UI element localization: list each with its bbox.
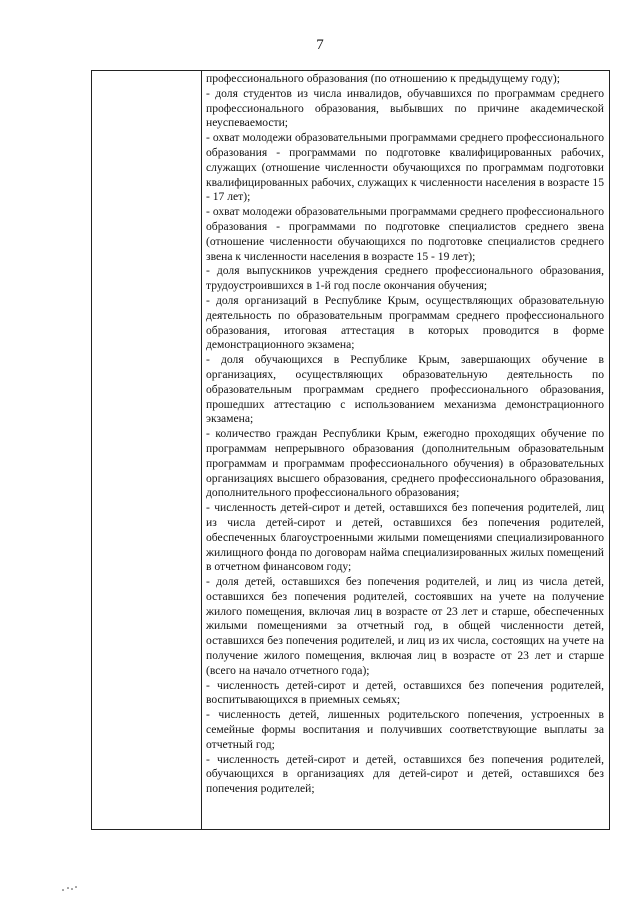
indicator-paragraph: - доля организаций в Республике Крым, осуществляющих образовательную деятельность по образовательным программам среднего профессионального образования, итоговая аттестация в которых проводится в форме демонстрационного экзамена; — [206, 293, 604, 352]
page-number: 7 — [316, 37, 324, 53]
indicator-paragraph: - численность детей-сирот и детей, оставшихся без попечения родителей, лиц из числа детей-сирот и детей, оставшихся без попечения родителей, обеспеченных благоустроенными жилыми помещениями специализированного жилищного фонда по договорам найма специализированных жилых помещений в отчетном финансовом году; — [206, 501, 604, 574]
indicator-paragraph: - доля студентов из числа инвалидов, обучавшихся по программам среднего профессионального образования, выбывших по причине академической неуспеваемости; — [206, 86, 604, 130]
indicator-paragraph: - количество граждан Республики Крым, ежегодно проходящих обучение по программам непрерывного образования (дополнительным образовательным программам и программам профессионального обучения) в образовательных организациях высшего образования, среднего профессионального образования, дополнительного профессионального образования; — [206, 427, 604, 500]
table-column-divider — [201, 71, 202, 829]
indicators-table — [91, 70, 610, 830]
indicator-paragraph: - доля обучающихся в Республике Крым, завершающих обучение в организациях, осуществляющих образовательную деятельность по образовательным программам среднего профессионального образования, прошедших аттестацию с использованием механизма демонстрационного экзамена; — [206, 353, 604, 426]
scan-artifact — [62, 886, 82, 892]
indicator-paragraph: - численность детей, лишенных родительского попечения, устроенных в семейные формы воспитания и получивших соответствующие выплаты за отчетный год; — [206, 708, 604, 751]
indicator-paragraph: - доля выпускников учреждения среднего профессионального образования, трудоустроившихся в 1-й год после окончания обучения; — [206, 264, 604, 293]
indicator-paragraph: - численность детей-сирот и детей, оставшихся без попечения родителей, воспитывающихся в приемных семьях; — [206, 678, 604, 707]
indicators-cell — [206, 72, 604, 797]
indicator-paragraph: профессионального образования (по отношению к предыдущему году); — [206, 72, 561, 85]
indicator-paragraph: - численность детей-сирот и детей, оставшихся без попечения родителей, обучающихся в организациях для детей-сирот и детей, оставшихся без попечения родителей; — [206, 752, 604, 796]
indicator-paragraph: - охват молодежи образовательными программами среднего профессионального образования - программами по подготовке квалифицированных рабочих, служащих (отношение численности обучающихся по программам подготовки квалифицированных рабочих, служащих к численности населения в возрасте 15 - 17 лет); — [206, 131, 604, 204]
indicator-paragraph: - доля детей, оставшихся без попечения родителей, и лиц из числа детей, оставшихся без попечения родителей, состоявших на учете на получение жилого помещения, включая лиц в возрасте от 23 лет и старше, обеспеченных жилыми помещениями за отчетный год, в общей численности детей, оставшихся без попечения родителей, и лиц из их числа, состоящих на учете на получение жилого помещения, включая лиц в возрасте от 23 лет и старше (всего на начало отчетного года); — [206, 575, 604, 677]
indicator-paragraph: - охват молодежи образовательными программами среднего профессионального образования - программами по подготовке специалистов среднего звена (отношение численности обучающихся по подготовке специалистов среднего звена к численности населения в возрасте 15 - 19 лет); — [206, 205, 604, 263]
